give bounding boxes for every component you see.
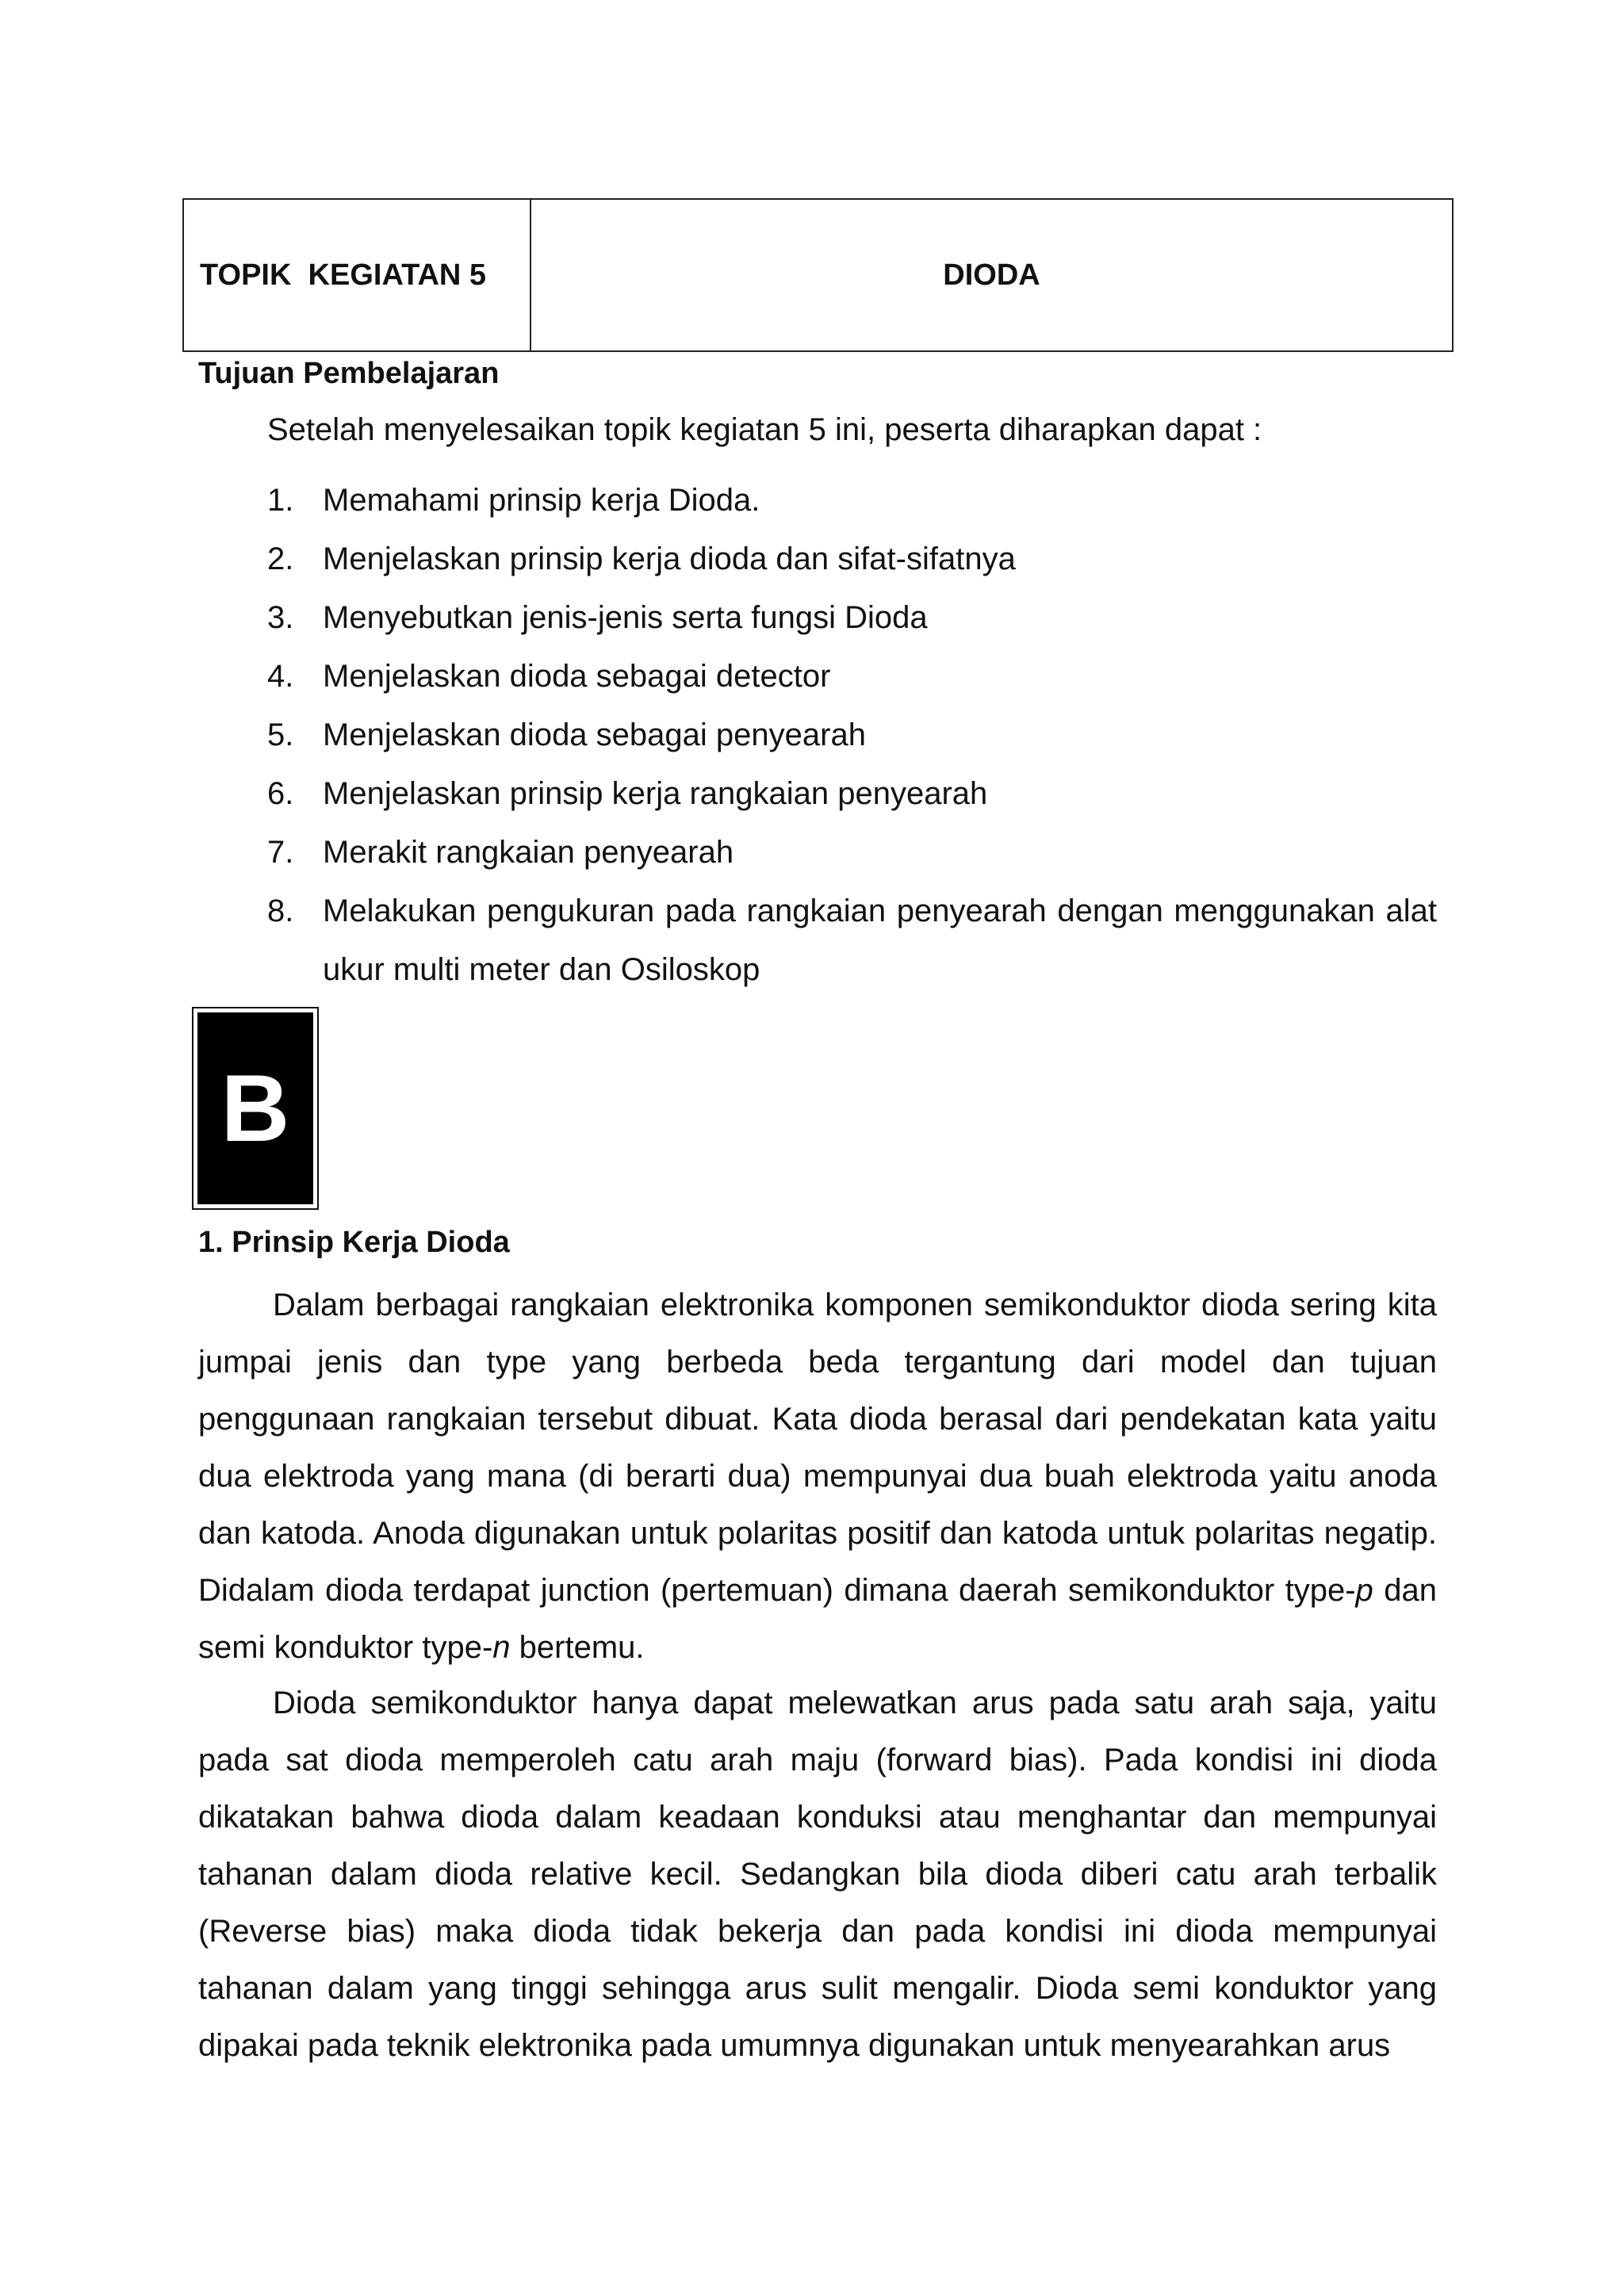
list-item-text: Menyebutkan jenis-jenis serta fungsi Dioda bbox=[323, 600, 928, 635]
paragraph-text: bertemu. bbox=[510, 1630, 645, 1665]
topic-label: TOPIK KEGIATAN 5 bbox=[184, 200, 531, 350]
topic-title: DIODA bbox=[943, 258, 1040, 292]
list-item bbox=[267, 530, 1437, 588]
list-item bbox=[267, 588, 1437, 647]
list-item-number: 6. bbox=[267, 776, 294, 811]
list-item-text: Memahami prinsip kerja Dioda. bbox=[323, 483, 760, 518]
list-item-number: 4. bbox=[267, 659, 294, 694]
list-item-text: Menjelaskan prinsip kerja rangkaian penyearah bbox=[323, 776, 988, 811]
list-item-number: 1. bbox=[267, 483, 294, 518]
objectives-list bbox=[267, 471, 1437, 999]
objectives-heading: Tujuan Pembelajaran bbox=[198, 357, 500, 390]
principle-heading: 1. Prinsip Kerja Dioda bbox=[198, 1226, 510, 1259]
section-marker-box bbox=[192, 1007, 319, 1210]
list-item bbox=[267, 706, 1437, 764]
list-item-number: 3. bbox=[267, 600, 294, 635]
list-item bbox=[267, 764, 1437, 823]
type-p-letter: p bbox=[1355, 1573, 1373, 1608]
list-item bbox=[267, 882, 1437, 999]
list-item-number: 5. bbox=[267, 718, 294, 752]
topic-header-table bbox=[182, 198, 1454, 352]
list-item-text: Melakukan pengukuran pada rangkaian penyearah dengan menggunakan alat ukur multi meter dan Osiloskop bbox=[323, 894, 1437, 987]
list-item bbox=[267, 823, 1437, 882]
paragraph-text: Dalam berbagai rangkaian elektronika komponen semikonduktor dioda sering kita jumpai jenis dan type yang berbeda beda tergantung dari model dan tujuan penggunaan rangkaian tersebut dibuat. Kata dioda berasal dari pendekatan kata yaitu dua elektroda yang mana (di berarti dua) mempunyai dua buah elektroda yaitu anoda dan katoda. Anoda digunakan untuk polaritas positif dan katoda untuk polaritas negatip. Didalam dioda terdapat junction (pertemuan) dimana daerah semikonduktor type- bbox=[198, 1288, 1437, 1608]
list-item-text: Merakit rangkaian penyearah bbox=[323, 835, 734, 870]
list-item bbox=[267, 471, 1437, 530]
objectives-intro: Setelah menyelesaikan topik kegiatan 5 ini, peserta diharapkan dapat : bbox=[267, 412, 1262, 447]
type-n-letter: n bbox=[492, 1630, 511, 1665]
principle-paragraph-1 bbox=[198, 1276, 1437, 1676]
list-item-number: 7. bbox=[267, 835, 294, 870]
list-item-text: Menjelaskan dioda sebagai penyearah bbox=[323, 718, 866, 752]
list-item-number: 2. bbox=[267, 541, 294, 576]
list-item-text: Menjelaskan dioda sebagai detector bbox=[323, 659, 831, 694]
paragraph-text: dan semi konduktor type- bbox=[198, 1573, 1437, 1665]
section-marker-letter: B bbox=[197, 1012, 313, 1204]
list-item-number: 8. bbox=[267, 894, 294, 928]
principle-paragraph-2: Dioda semikonduktor hanya dapat melewatkan arus pada satu arah saja, yaitu pada sat dioda memperoleh catu arah maju (forward bias). Pada kondisi ini dioda dikatakan bahwa dioda dalam keadaan konduksi atau menghantar dan mempunyai tahanan dalam dioda relative kecil. Sedangkan bila dioda diberi catu arah terbalik (Reverse bias) maka dioda tidak bekerja dan pada kondisi ini dioda mempunyai tahanan dalam yang tinggi sehingga arus sulit mengalir. Dioda semi konduktor yang dipakai pada teknik elektronika pada umumnya digunakan untuk menyearahkan arus bbox=[198, 1686, 1437, 2063]
list-item-text: Menjelaskan prinsip kerja dioda dan sifat-sifatnya bbox=[323, 541, 1016, 576]
list-item bbox=[267, 647, 1437, 706]
